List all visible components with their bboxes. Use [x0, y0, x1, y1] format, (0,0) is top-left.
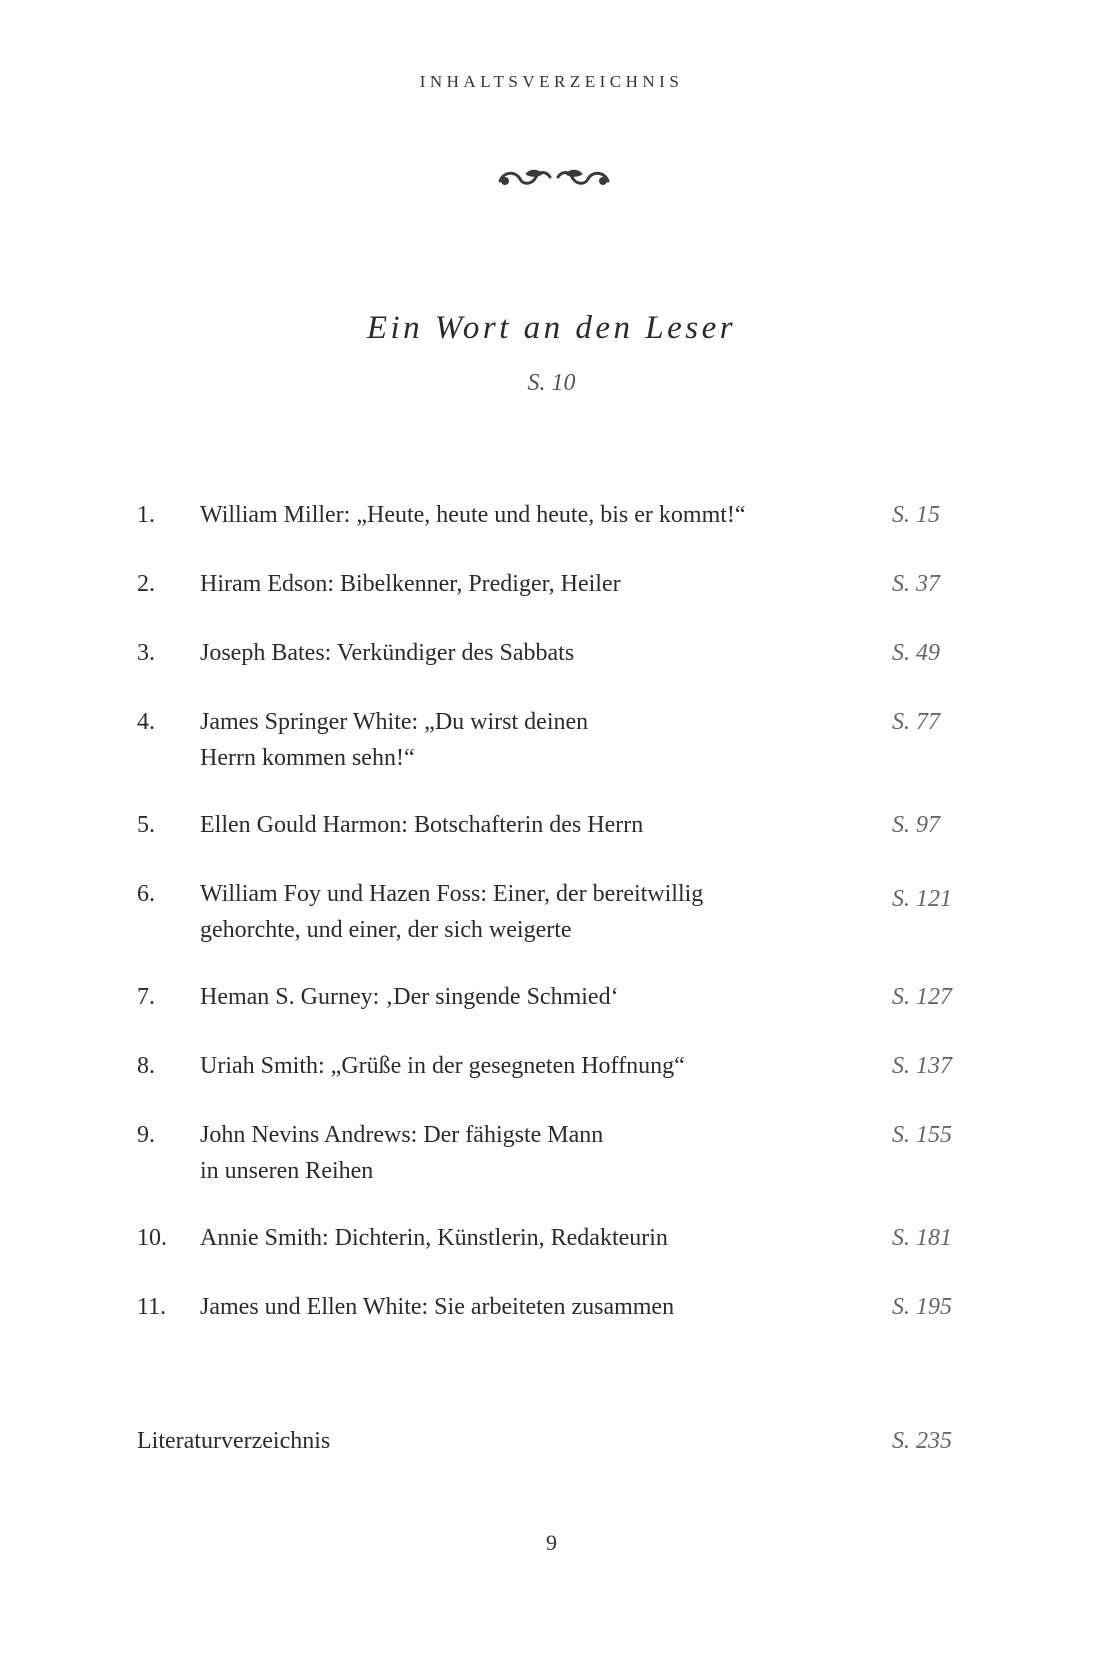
chapter-number: 7. — [137, 984, 155, 1010]
chapter-title — [200, 1117, 820, 1189]
chapter-title-line: James Springer White: „Du wirst deinen — [200, 709, 589, 735]
chapter-page-number: S. 49 — [892, 640, 940, 666]
toc-entry-1[interactable] — [137, 497, 967, 567]
toc-entry-bibliography[interactable] — [137, 1423, 967, 1463]
chapter-number: 1. — [137, 502, 155, 528]
chapter-title-line: William Miller: „Heute, heute und heute, bis er kommt!“ — [200, 502, 746, 528]
chapter-title-line: in unseren Reihen — [200, 1158, 374, 1184]
chapter-title — [200, 1289, 820, 1325]
chapter-number: 4. — [137, 709, 155, 735]
chapter-title-line: Joseph Bates: Verkündiger des Sabbats — [200, 640, 575, 666]
chapter-title-line: James und Ellen White: Sie arbeiteten zusammen — [200, 1294, 675, 1320]
chapter-number: 6. — [137, 881, 155, 907]
chapter-title-line: Annie Smith: Dichterin, Künstlerin, Redakteurin — [200, 1225, 668, 1251]
toc-entry-3[interactable] — [137, 635, 967, 705]
chapter-page-number: S. 137 — [892, 1053, 952, 1079]
chapter-title — [200, 979, 820, 1015]
chapter-title-line: Ellen Gould Harmon: Botschafterin des Herrn — [200, 812, 644, 838]
toc-entry-10[interactable] — [137, 1220, 967, 1290]
toc-entry-8[interactable] — [137, 1048, 967, 1118]
chapter-title — [200, 566, 820, 602]
chapter-number: 2. — [137, 571, 155, 597]
chapter-number: 10. — [137, 1225, 167, 1251]
chapter-page-number: S. 15 — [892, 502, 940, 528]
scroll-flourish-ornament-icon — [496, 165, 612, 195]
chapter-title — [200, 876, 820, 948]
toc-entry-5[interactable] — [137, 807, 967, 877]
preface-title: Ein Wort an den Leser — [366, 310, 737, 346]
chapter-number: 8. — [137, 1053, 155, 1079]
chapter-page-number: S. 37 — [892, 571, 940, 597]
chapter-page-number: S. 181 — [892, 1225, 952, 1251]
toc-entry-2[interactable] — [137, 566, 967, 636]
toc-entry-4[interactable] — [137, 704, 967, 774]
chapter-title-line: Hiram Edson: Bibelkenner, Prediger, Heiler — [200, 571, 621, 597]
chapter-title — [200, 635, 820, 671]
preface-page-number: S. 10 — [527, 370, 576, 396]
bibliography-title: Literaturverzeichnis — [137, 1428, 331, 1454]
chapter-page-number: S. 195 — [892, 1294, 952, 1320]
chapter-page-number: S. 121 — [892, 886, 952, 912]
chapter-page-number: S. 127 — [892, 984, 952, 1010]
chapter-page-number: S. 77 — [892, 709, 940, 735]
chapter-title-line: John Nevins Andrews: Der fähigste Mann — [200, 1122, 604, 1148]
toc-entry-6[interactable] — [137, 876, 967, 946]
chapter-page-number: S. 155 — [892, 1122, 952, 1148]
chapter-title — [200, 1048, 820, 1084]
toc-entry-7[interactable] — [137, 979, 967, 1049]
chapter-title-line: Uriah Smith: „Grüße in der gesegneten Hoffnung“ — [200, 1053, 685, 1079]
chapter-title — [200, 1220, 820, 1256]
chapter-number: 11. — [137, 1294, 167, 1320]
chapter-title — [200, 704, 820, 776]
chapter-number: 5. — [137, 812, 155, 838]
toc-entry-9[interactable] — [137, 1117, 967, 1187]
chapter-number: 3. — [137, 640, 155, 666]
chapter-title — [200, 497, 820, 533]
chapter-title-line: gehorchte, und einer, der sich weigerte — [200, 917, 572, 943]
chapter-title-line: Heman S. Gurney: ‚Der singende Schmied‘ — [200, 984, 619, 1010]
chapter-title — [200, 807, 820, 843]
running-head: INHALTSVERZEICHNIS — [419, 72, 684, 91]
toc-entry-11[interactable] — [137, 1289, 967, 1359]
page-number: 9 — [546, 1530, 557, 1555]
chapter-number: 9. — [137, 1122, 155, 1148]
chapter-title-line: William Foy und Hazen Foss: Einer, der bereitwillig — [200, 881, 704, 907]
bibliography-page-number: S. 235 — [892, 1428, 952, 1454]
chapter-page-number: S. 97 — [892, 812, 940, 838]
chapter-title-line: Herrn kommen sehn!“ — [200, 745, 415, 771]
